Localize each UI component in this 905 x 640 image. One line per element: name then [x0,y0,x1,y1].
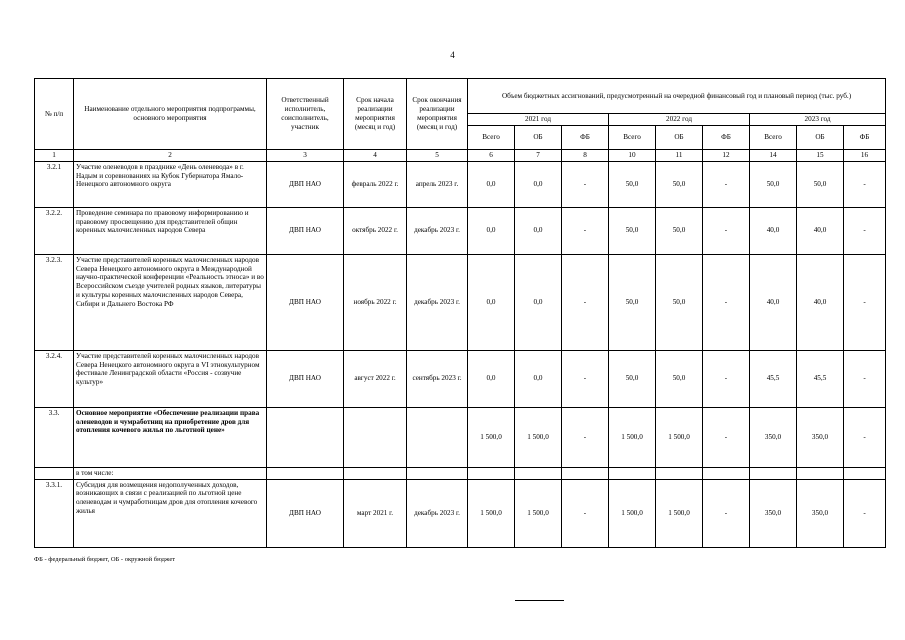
row-start [344,407,407,467]
row-responsible: ДВП НАО [267,207,344,254]
column-number: 15 [797,149,844,161]
row-number: 3.3. [35,407,74,467]
column-number: 10 [609,149,656,161]
value-cell: 50,0 [609,161,656,207]
header-fb: ФБ [703,125,750,149]
row-name: в том числе: [74,467,267,479]
value-cell: 1 500,0 [515,407,562,467]
column-number: 12 [703,149,750,161]
value-cell: 0,0 [468,350,515,407]
value-cell: - [703,161,750,207]
value-cell: 40,0 [797,254,844,350]
value-cell: 0,0 [515,254,562,350]
row-name: Участие оленеводов в празднике «День оленевода» в г. Надым и соревнованиях на Кубок Губернатора Ямало-Ненецкого автономного округа [74,161,267,207]
column-number: 5 [407,149,468,161]
value-cell: 50,0 [750,161,797,207]
value-cell: - [844,207,886,254]
table-row [35,161,886,207]
value-cell: 0,0 [468,207,515,254]
value-cell: 0,0 [468,161,515,207]
row-number: 3.3.1. [35,479,74,547]
header-total: Всего [609,125,656,149]
row-number: 3.2.1 [35,161,74,207]
value-cell: 0,0 [515,350,562,407]
column-number: 4 [344,149,407,161]
budget-table [34,78,886,548]
row-start: март 2021 г. [344,479,407,547]
table-row [35,467,886,479]
value-cell: 50,0 [656,207,703,254]
row-number: 3.2.3. [35,254,74,350]
value-cell: - [844,161,886,207]
header-fb: ФБ [562,125,609,149]
table-row [35,479,886,547]
row-end: декабрь 2023 г. [407,479,468,547]
value-cell: - [562,254,609,350]
header-year-2022: 2022 год [609,114,750,126]
table-row [35,254,886,350]
value-cell: 50,0 [609,207,656,254]
row-name: Основное мероприятие «Обеспечение реализации права оленеводов и чумработниц на приобретение дров для отопления кочевого жилья по льготной цене» [74,407,267,467]
value-cell: - [562,407,609,467]
value-cell: 0,0 [468,254,515,350]
column-number: 2 [74,149,267,161]
header-ob: ОБ [656,125,703,149]
row-responsible: ДВП НАО [267,254,344,350]
column-number: 14 [750,149,797,161]
value-cell: 40,0 [750,254,797,350]
value-cell: - [844,254,886,350]
header-ob: ОБ [515,125,562,149]
value-cell: - [562,161,609,207]
column-number: 3 [267,149,344,161]
row-name: Участие представителей коренных малочисленных народов Севера Ненецкого автономного округа в Международной научно-практической конференции «Реальность этноса» и во Всероссийском съезде учителей родных языков, литературы и культуры коренных малочисленных народов Севера, Сибири и Дальнего Востока РФ [74,254,267,350]
row-name: Проведение семинара по правовому информированию и правовому просвещению для представителей общин коренных малочисленных народов Севера [74,207,267,254]
value-cell: 50,0 [609,254,656,350]
value-cell: 1 500,0 [656,407,703,467]
row-end: декабрь 2023 г. [407,207,468,254]
value-cell: 50,0 [797,161,844,207]
column-number: 6 [468,149,515,161]
value-cell: - [562,207,609,254]
header-year-2021: 2021 год [468,114,609,126]
row-number: 3.2.4. [35,350,74,407]
value-cell: 350,0 [797,407,844,467]
header-budget: Объем бюджетных ассигнований, предусмотренный на очередной финансовый год и плановый период (тыс. руб.) [468,79,886,114]
row-end: сентябрь 2023 г. [407,350,468,407]
value-cell: 50,0 [656,161,703,207]
value-cell: - [703,479,750,547]
value-cell: 1 500,0 [656,479,703,547]
header-total: Всего [750,125,797,149]
table-row [35,207,886,254]
value-cell: - [844,479,886,547]
value-cell: - [562,350,609,407]
value-cell: - [562,479,609,547]
page-number: 4 [450,50,455,60]
row-start: август 2022 г. [344,350,407,407]
header-start: Срок начала реализации мероприятия (месяц и год) [344,79,407,150]
row-start: февраль 2022 г. [344,161,407,207]
row-end [407,407,468,467]
value-cell: 40,0 [750,207,797,254]
table-row [35,407,886,467]
row-name: Участие представителей коренных малочисленных народов Севера Ненецкого автономного округа в VI этнокультурном фестивале Ленинградской области «Россия - созвучие культур» [74,350,267,407]
header-responsible: Ответственный исполнитель, соисполнитель, участник [267,79,344,150]
row-number: 3.2.2. [35,207,74,254]
value-cell: 0,0 [515,207,562,254]
value-cell: 1 500,0 [515,479,562,547]
row-responsible [267,407,344,467]
header-total: Всего [468,125,515,149]
value-cell: - [703,207,750,254]
header-fb: ФБ [844,125,886,149]
value-cell: 1 500,0 [468,407,515,467]
row-start: октябрь 2022 г. [344,207,407,254]
footnote: ФБ - федеральный бюджет, ОБ - окружной бюджет [34,556,176,563]
column-number: 7 [515,149,562,161]
row-responsible: ДВП НАО [267,350,344,407]
column-number: 1 [35,149,74,161]
value-cell: 350,0 [750,479,797,547]
column-number: 8 [562,149,609,161]
header-year-2023: 2023 год [750,114,886,126]
value-cell: 45,5 [797,350,844,407]
column-number: 11 [656,149,703,161]
row-end: декабрь 2023 г. [407,254,468,350]
row-name: Субсидия для возмещения недополученных доходов, возникающих в связи с реализацией по льготной цене оленеводам и чумработницам дров для отопления кочевого жилья [74,479,267,547]
row-responsible: ДВП НАО [267,161,344,207]
value-cell: 50,0 [656,254,703,350]
value-cell: 350,0 [750,407,797,467]
value-cell: - [703,407,750,467]
value-cell: 1 500,0 [609,479,656,547]
row-responsible: ДВП НАО [267,479,344,547]
value-cell: - [703,254,750,350]
row-number [35,467,74,479]
value-cell: 40,0 [797,207,844,254]
divider-line [515,600,564,601]
value-cell: 350,0 [797,479,844,547]
header-num: № п/п [35,79,74,150]
value-cell: 50,0 [609,350,656,407]
value-cell: - [844,350,886,407]
header-name: Наименование отдельного мероприятия подпрограммы, основного мероприятия [74,79,267,150]
row-start: ноябрь 2022 г. [344,254,407,350]
value-cell: - [703,350,750,407]
value-cell: 45,5 [750,350,797,407]
value-cell: 0,0 [515,161,562,207]
value-cell: - [844,407,886,467]
header-ob: ОБ [797,125,844,149]
value-cell: 1 500,0 [609,407,656,467]
row-end: апрель 2023 г. [407,161,468,207]
value-cell: 50,0 [656,350,703,407]
column-number: 16 [844,149,886,161]
value-cell: 1 500,0 [468,479,515,547]
table-row [35,350,886,407]
header-end: Срок окончания реализации мероприятия (месяц и год) [407,79,468,150]
